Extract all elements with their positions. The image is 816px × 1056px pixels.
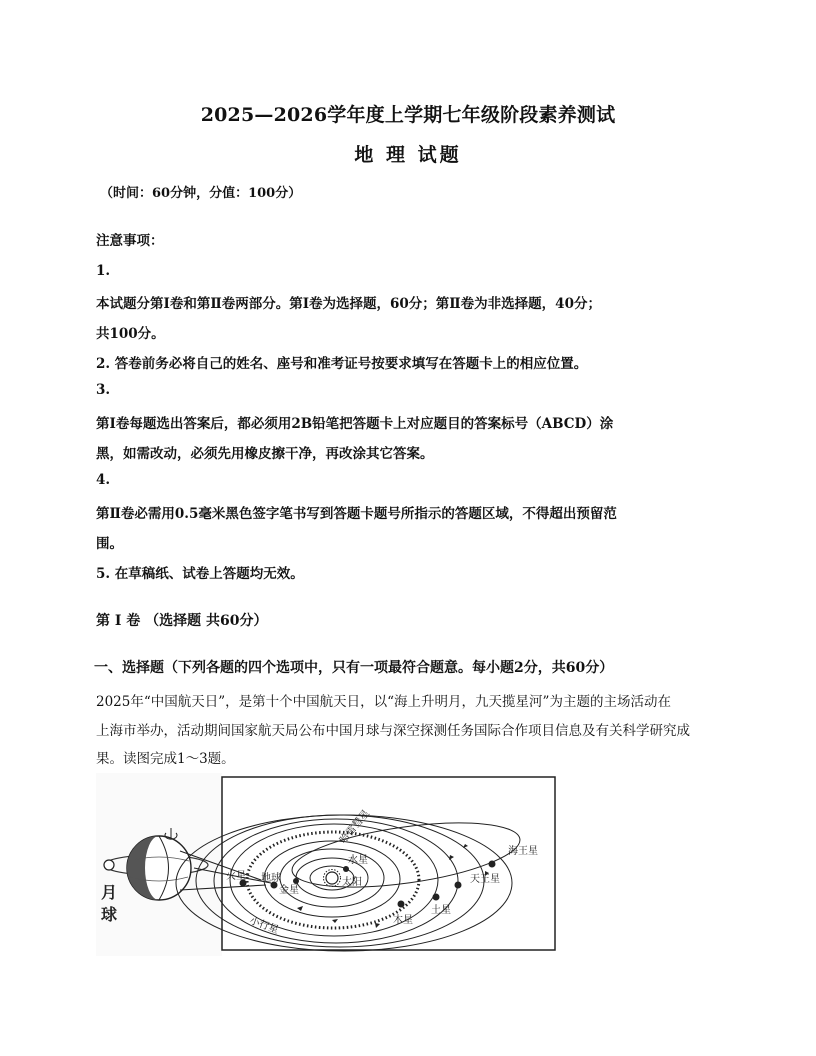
note-4-line-1: 第Ⅱ卷必需用0.5毫米黑色签字笔书写到答题卡题号所指示的答题区域，不得超出预留范 xyxy=(96,506,617,522)
exam-subject: 地 理 试题 xyxy=(354,144,462,166)
halley-comet-label: 哈雷彗星 xyxy=(337,808,373,846)
neptune-label: 海王星 xyxy=(508,846,538,857)
sun-label: 太阳 xyxy=(342,877,362,888)
note-4-line-2: 围。 xyxy=(96,536,123,552)
saturn-dot xyxy=(433,894,440,901)
note-3-number: 3. xyxy=(96,382,111,398)
mercury-label: 水星 xyxy=(348,855,368,866)
exam-meta: （时间：60分钟，分值：100分） xyxy=(100,186,302,201)
moon-label-2: 球 xyxy=(101,905,118,924)
note-1-line-2: 共100分。 xyxy=(96,326,165,342)
note-3-line-1: 第Ⅰ卷每题选出答案后，都必须用2B铅笔把答题卡上对应题目的答案标号（ABCD）涂 xyxy=(96,416,614,432)
venus-label: 金星 xyxy=(279,885,299,896)
note-2-line-1: 2. 答卷前务必将自己的姓名、座号和准考证号按要求填写在答题卡上的相应位置。 xyxy=(96,356,588,372)
note-4-number: 4. xyxy=(96,472,111,488)
note-3-line-2: 黑，如需改动，必须先用橡皮擦干净，再改涂其它答案。 xyxy=(96,446,434,462)
intro-line-3: 果。读图完成1～3题。 xyxy=(96,751,235,767)
exam-title: 2025—2026学年度上学期七年级阶段素养测试 xyxy=(200,104,616,126)
earth-label: 地球 xyxy=(261,873,281,884)
mars-label: 火星 xyxy=(226,871,246,882)
neptune-dot xyxy=(489,861,496,868)
note-1-number: 1. xyxy=(96,263,111,279)
notes-heading: 注意事项： xyxy=(96,233,164,249)
note-5-line-1: 5. 在草稿纸、试卷上答题均无效。 xyxy=(96,566,304,582)
part1-heading: 第 Ⅰ 卷 （选择题 共60分） xyxy=(96,613,268,629)
intro-line-1: 2025年“中国航天日”，是第十个中国航天日，以“海上升明月，九天揽星河”为主题的主场活动在 xyxy=(96,694,671,710)
note-1-line-1: 本试题分第Ⅰ卷和第Ⅱ卷两部分。第Ⅰ卷为选择题，60分；第Ⅱ卷为非选择题，40分； xyxy=(96,296,601,312)
intro-line-2: 上海市举办，活动期间国家航天局公布中国月球与深空探测任务国际合作项目信息及有关科学研究成 xyxy=(96,723,690,739)
solar-system-figure xyxy=(96,773,558,956)
moon-label-1: 月 xyxy=(101,883,118,902)
venus-dot xyxy=(293,878,299,884)
saturn-label: 土星 xyxy=(431,905,451,916)
section-heading: 一、选择题（下列各题的四个选项中，只有一项最符合题意。每小题2分，共60分） xyxy=(94,660,614,676)
mercury-dot xyxy=(343,866,349,872)
uranus-label: 天王星 xyxy=(470,874,500,885)
uranus-dot xyxy=(455,882,462,889)
jupiter-label: 木星 xyxy=(393,915,413,926)
jupiter-dot xyxy=(398,901,405,908)
asteroid-belt-label: 小行星 xyxy=(247,915,280,937)
